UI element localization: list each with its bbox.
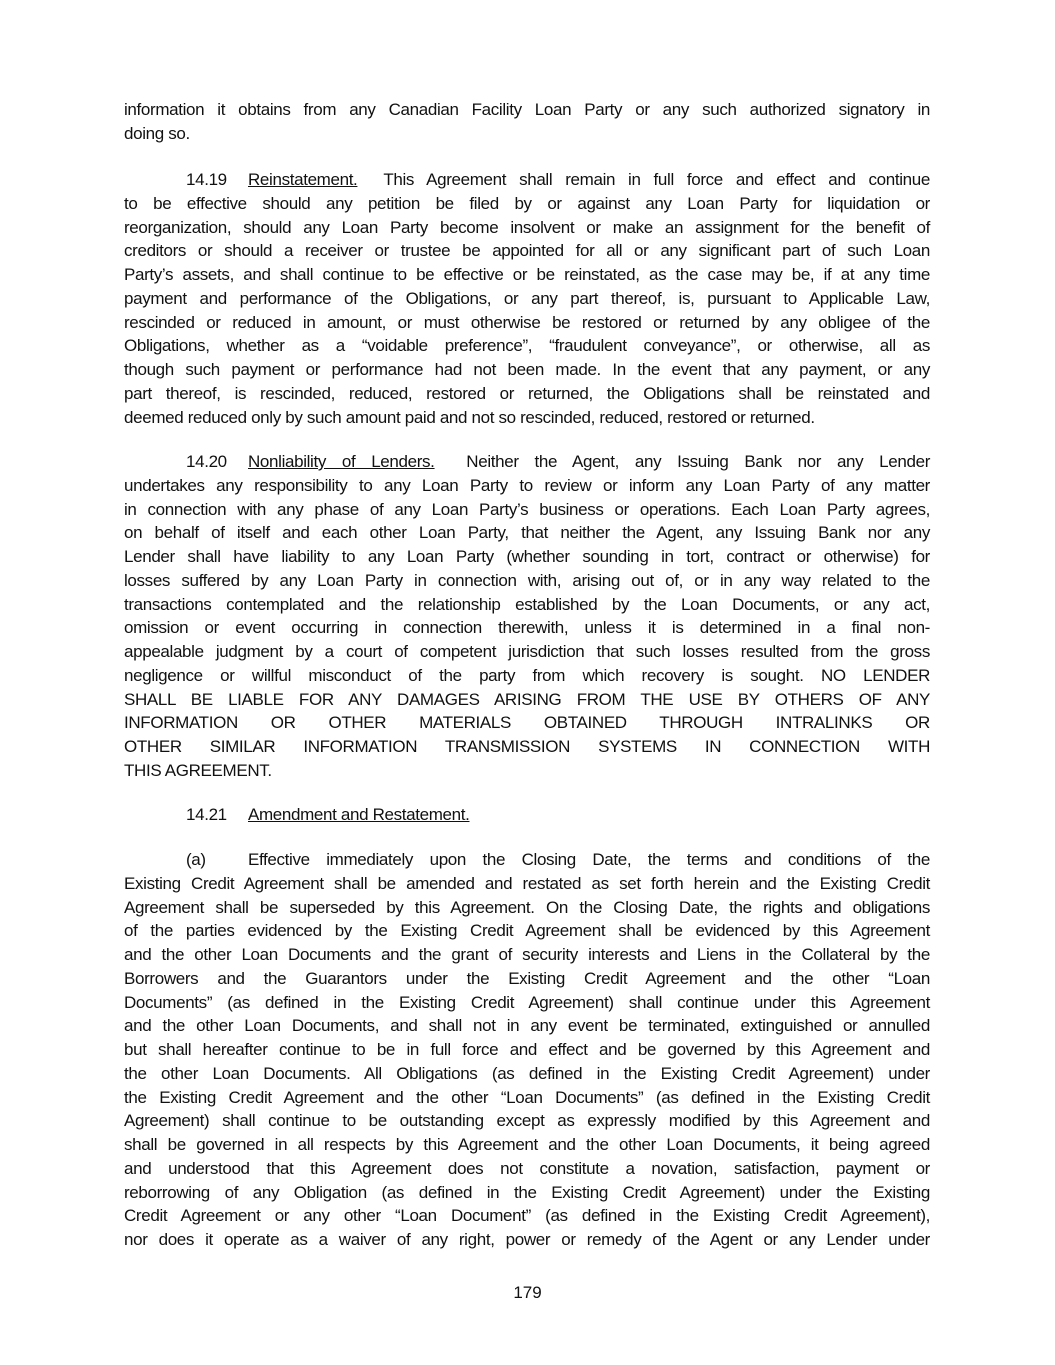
text-line: reborrowing of any Obligation (as defined in the Existing Credit Agreement) under the Existing	[124, 1182, 930, 1202]
paragraph-first-line	[124, 168, 930, 192]
section-number: 14.20	[186, 452, 227, 471]
text-line: OTHER SIMILAR INFORMATION TRANSMISSION SYSTEMS IN CONNECTION WITH	[124, 737, 930, 756]
text-line: Obligations, whether as a “voidable preference”, “fraudulent conveyance”, or otherwise, all as	[124, 336, 930, 356]
text-line: Agreement shall be superseded by this Agreement. On the Closing Date, the rights and obligations	[124, 897, 930, 917]
text-line: part thereof, is rescinded, reduced, restored or returned, the Obligations shall be reinstated and	[124, 383, 930, 403]
text-line: of the parties evidenced by the Existing Credit Agreement shall be evidenced by this Agreement	[124, 921, 930, 941]
paragraph-first-line	[124, 848, 930, 872]
text-line: the Existing Credit Agreement and the other “Loan Documents” (as defined in the Existing Credit	[124, 1087, 930, 1107]
text-line: reorganization, should any Loan Party become insolvent or make an assignment for the benefit of	[124, 217, 930, 237]
text-line: the other Loan Documents. All Obligations (as defined in the Existing Credit Agreement) under	[124, 1063, 930, 1083]
section-14-20-nonliability	[124, 450, 930, 783]
line-text: Neither the Agent, any Issuing Bank nor any Lender	[466, 452, 931, 471]
text-line: SHALL BE LIABLE FOR ANY DAMAGES ARISING FROM THE USE BY OTHERS OF ANY	[124, 689, 930, 709]
text-line: THIS AGREEMENT.	[124, 760, 272, 780]
text-line: appealable judgment by a court of competent jurisdiction that such losses resulted from the gross	[124, 642, 930, 661]
section-14-21-heading	[124, 803, 930, 827]
text-line: INFORMATION OR OTHER MATERIALS OBTAINED THROUGH INTRALINKS OR	[124, 713, 930, 733]
section-number: 14.19	[186, 170, 227, 189]
text-line: Borrowers and the Guarantors under the Existing Credit Agreement and the other “Loan	[124, 968, 930, 988]
text-line: and the other Loan Documents and the grant of security interests and Liens in the Collateral by the	[124, 945, 930, 964]
text-line: losses suffered by any Loan Party in connection with, arising out of, or in any way related to the	[124, 570, 930, 590]
paragraph-first-line	[124, 450, 930, 474]
section-number: (a)	[186, 850, 206, 869]
line-text: Effective immediately upon the Closing Date, the terms and conditions of the	[248, 850, 930, 869]
paragraph-continuation	[124, 98, 930, 146]
section-14-19-reinstatement	[124, 168, 930, 429]
text-line: and understood that this Agreement does not constitute a novation, satisfaction, payment or	[124, 1158, 930, 1178]
paragraph-first-line	[124, 803, 930, 827]
text-line: rescinded or reduced in amount, or must otherwise be restored or returned by any obligee of the	[124, 312, 930, 332]
page-number: 179	[513, 1283, 542, 1302]
text-line: Documents” (as defined in the Existing Credit Agreement) shall continue under this Agreement	[124, 992, 930, 1012]
text-line: nor does it operate as a waiver of any right, power or remedy of the Agent or any Lender under	[124, 1230, 930, 1249]
text-line: creditors or should a receiver or trustee be appointed for all or any significant part of such Loan	[124, 241, 930, 261]
text-line: to be effective should any petition be filed by or against any Loan Party for liquidation or	[124, 193, 930, 213]
section-number: 14.21	[186, 805, 227, 824]
text-line: deemed reduced only by such amount paid and not so rescinded, reduced, restored or returned.	[124, 407, 815, 427]
section-heading: Reinstatement.	[248, 170, 358, 189]
text-line: transactions contemplated and the relationship established by the Loan Documents, or any act,	[124, 594, 930, 614]
line-text: This Agreement shall remain in full force and effect and continue	[383, 170, 930, 189]
text-line: but shall hereafter continue to be in full force and effect and be governed by this Agreement and	[124, 1040, 930, 1059]
text-line: Lender shall have liability to any Loan Party (whether sounding in tort, contract or otherwise) for	[124, 547, 930, 566]
text-line: negligence or willful misconduct of the party from which recovery is sought. NO LENDER	[124, 665, 930, 685]
text-line: Party’s assets, and shall continue to be effective or be reinstated, as the case may be, if at any time	[124, 265, 930, 284]
text-line: and the other Loan Documents, and shall not in any event be terminated, extinguished or annulled	[124, 1016, 930, 1036]
text-line: omission or event occurring in connection therewith, unless it is determined in a final non-	[124, 618, 930, 638]
subsection-a	[124, 848, 930, 1252]
text-line: Existing Credit Agreement shall be amended and restated as set forth herein and the Existing Credit	[124, 873, 930, 893]
text-line: in connection with any phase of any Loan Party’s business or operations. Each Loan Party agrees,	[124, 499, 930, 519]
text-line: undertakes any responsibility to any Loan Party to review or inform any Loan Party of any matter	[124, 475, 930, 495]
text-line: shall be governed in all respects by this Agreement and the other Loan Documents, it being agreed	[124, 1135, 930, 1154]
text-line: Agreement) shall continue to be outstanding except as expressly modified by this Agreement and	[124, 1111, 930, 1131]
section-heading: Amendment and Restatement.	[248, 805, 470, 824]
text-line: Credit Agreement or any other “Loan Document” (as defined in the Existing Credit Agreement),	[124, 1206, 930, 1226]
text-line: information it obtains from any Canadian Facility Loan Party or any such authorized signatory in	[124, 100, 930, 119]
text-line: on behalf of itself and each other Loan Party, that neither the Agent, any Issuing Bank nor any	[124, 523, 930, 543]
section-heading: Nonliability of Lenders.	[248, 452, 435, 471]
text-line: doing so.	[124, 123, 190, 143]
text-line: payment and performance of the Obligations, or any part thereof, is, pursuant to Applicable Law,	[124, 288, 930, 308]
text-line: though such payment or performance had not been made. In the event that any payment, or any	[124, 360, 930, 379]
